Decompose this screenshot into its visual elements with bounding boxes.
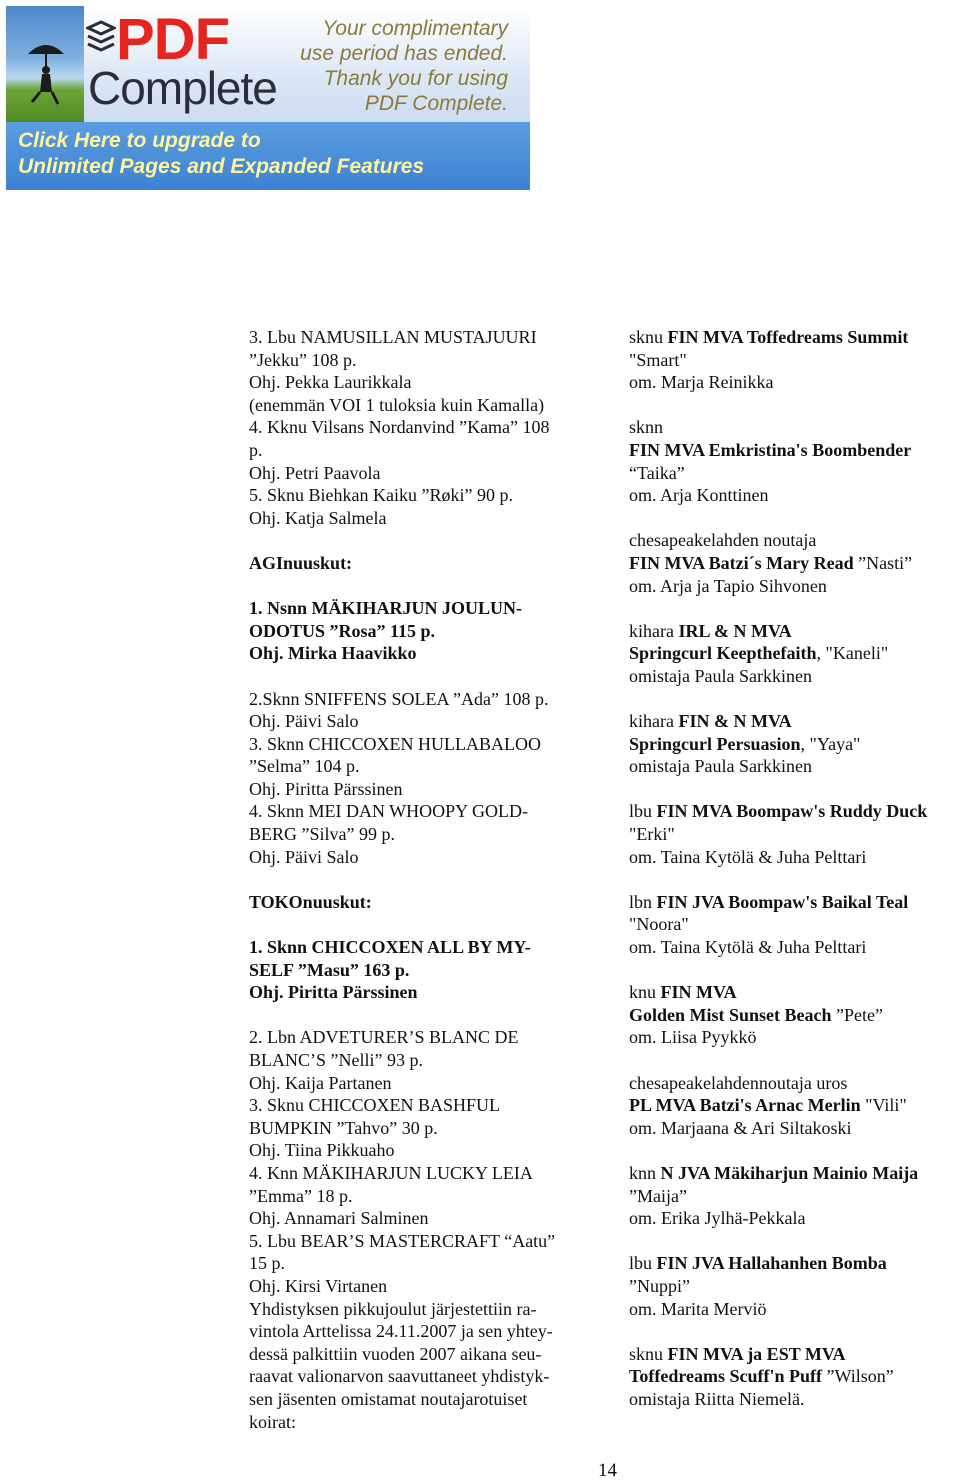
text-line: 15 p. <box>249 1253 285 1274</box>
banner-message-line: PDF Complete. <box>364 92 508 115</box>
breed-prefix: kihara <box>629 620 679 641</box>
breed-prefix: chesapeakelahdennoutaja uros <box>629 1072 848 1093</box>
text-line: Ohj. Kaija Partanen <box>249 1072 392 1093</box>
section-heading-agility: AGInuuskut: <box>249 552 353 573</box>
dog-owner: omistaja Riitta Niemelä. <box>629 1388 805 1409</box>
dog-entry-name-line <box>629 1365 959 1388</box>
spacer <box>629 688 959 711</box>
text-line: 2. Lbn ADVETURER’S BLANC DE <box>249 1027 519 1048</box>
dog-entry-title <box>629 326 959 349</box>
dog-entry-title <box>629 891 959 914</box>
text-line: Ohj. Annamari Salminen <box>249 1208 429 1229</box>
spacer <box>249 665 589 688</box>
page-number: 14 <box>598 1460 617 1481</box>
dog-nickname: "Vili" <box>860 1095 907 1116</box>
dog-entry-title <box>629 552 959 575</box>
dog-name: FIN MVA Boompaw's Ruddy Duck <box>656 801 928 822</box>
logo-complete-text: Complete <box>88 62 277 114</box>
spacer <box>629 394 959 417</box>
text-line: 3. Lbu NAMUSILLAN MUSTAJUURI <box>249 327 537 347</box>
dog-owner: om. Arja Konttinen <box>629 485 769 506</box>
dog-nickname: "Erki" <box>629 824 675 845</box>
dog-entry-title <box>629 800 959 823</box>
dog-name: FIN JVA Boompaw's Baikal Teal <box>656 891 909 912</box>
dog-name: Springcurl Keepthefaith <box>629 643 817 664</box>
text-line: Ohj. Tiina Pikkuaho <box>249 1140 395 1161</box>
spacer <box>629 507 959 530</box>
pdf-complete-logo <box>86 7 286 116</box>
layers-icon <box>86 18 116 58</box>
text-line: BERG ”Silva” 99 p. <box>249 824 395 845</box>
banner-message-line: Thank you for using <box>323 67 508 90</box>
text-line: 4. Sknn MEI DAN WHOOPY GOLD- <box>249 801 528 822</box>
dog-nickname: ”Maija” <box>629 1185 687 1206</box>
dog-nickname: “Taika” <box>629 462 685 483</box>
breed-prefix: chesapeakelahden noutaja <box>629 530 817 551</box>
text-line: BLANC’S ”Nelli” 93 p. <box>249 1050 423 1070</box>
text-line: Ohj. Päivi Salo <box>249 846 359 867</box>
text-line: Ohj. Piritta Pärssinen <box>249 778 403 799</box>
upgrade-cta-text[interactable] <box>18 128 424 180</box>
upgrade-link[interactable] <box>6 122 530 190</box>
text-line: 4. Knn MÄKIHARJUN LUCKY LEIA <box>249 1162 533 1183</box>
text-line-bold: 1. Sknn CHICCOXEN ALL BY MY- <box>249 937 531 958</box>
dog-owner: omistaja Paula Sarkkinen <box>629 756 812 777</box>
spacer <box>629 597 959 620</box>
text-line: p. <box>249 439 263 460</box>
left-column <box>249 326 589 1433</box>
dog-nickname: ”Nasti” <box>853 552 913 573</box>
paragraph-line: Yhdistyksen pikkujoulut järjestettiin ra- <box>249 1298 537 1319</box>
breed-prefix: lbu <box>629 801 657 822</box>
dog-titles: FIN MVA ja EST MVA <box>667 1343 846 1364</box>
dog-owner: om. Erika Jylhä-Pekkala <box>629 1208 806 1229</box>
text-line: Ohj. Kirsi Virtanen <box>249 1275 388 1296</box>
dog-name: Golden Mist Sunset Beach <box>629 1004 832 1025</box>
text-line: Ohj. Petri Paavola <box>249 462 381 483</box>
dog-entry-title <box>629 1162 959 1185</box>
breed-prefix: sknu <box>629 1343 668 1364</box>
dog-entry-title <box>629 1343 959 1366</box>
dog-entry-name-line <box>629 1094 959 1117</box>
dog-name: Springcurl Persuasion <box>629 733 801 754</box>
dog-owner: om. Arja ja Tapio Sihvonen <box>629 575 827 596</box>
spacer <box>629 1320 959 1343</box>
umbrella-man-icon <box>6 6 84 122</box>
spacer <box>629 1230 959 1253</box>
text-line: 5. Lbu BEAR’S MASTERCRAFT “Aatu” <box>249 1230 556 1251</box>
dog-owner: om. Taina Kytölä & Juha Pelttari <box>629 937 867 958</box>
dog-nickname: ”Nuppi” <box>629 1275 690 1296</box>
spacer <box>629 778 959 801</box>
text-line: 2.Sknn SNIFFENS SOLEA ”Ada” 108 p. <box>249 688 549 709</box>
banner-top-panel <box>6 6 530 122</box>
dog-entry-name-line <box>629 733 959 756</box>
dog-name: N JVA Mäkiharjun Mainio Maija <box>660 1162 919 1183</box>
text-line-bold: Ohj. Piritta Pärssinen <box>249 982 418 1003</box>
text-line-bold: Ohj. Mirka Haavikko <box>249 643 417 664</box>
breed-prefix: knn <box>629 1162 661 1183</box>
dog-name: FIN MVA Emkristina's Boombender <box>629 439 912 460</box>
paragraph-line: koirat: <box>249 1411 296 1432</box>
spacer <box>249 1004 589 1027</box>
dog-nickname: ”Wilson” <box>822 1366 894 1387</box>
dog-titles: FIN & N MVA <box>678 711 792 732</box>
text-line-bold: SELF ”Masu” 163 p. <box>249 959 410 980</box>
upgrade-cta-line[interactable]: Click Here to upgrade to <box>18 129 261 152</box>
banner-photo <box>6 6 84 122</box>
upgrade-cta-line[interactable]: Unlimited Pages and Expanded Features <box>18 155 425 178</box>
dog-owner: omistaja Paula Sarkkinen <box>629 665 812 686</box>
text-line: 4. Kknu Vilsans Nordanvind ”Kama” 108 <box>249 417 550 438</box>
dog-name: Toffedreams Scuff'n Puff <box>629 1366 822 1387</box>
dog-nickname: , "Yaya" <box>800 733 861 754</box>
paragraph-line: sen jäsenten omistamat noutajarotuiset <box>249 1388 528 1409</box>
text-line: Ohj. Päivi Salo <box>249 711 359 732</box>
dog-entry-title <box>629 981 959 1004</box>
text-line: (enemmän VOI 1 tuloksia kuin Kamalla) <box>249 394 545 415</box>
dog-entry-name-line <box>629 1004 959 1027</box>
spacer <box>629 1049 959 1072</box>
spacer <box>249 913 589 936</box>
breed-prefix: kihara <box>629 711 679 732</box>
dog-owner: om. Marja Reinikka <box>629 372 774 393</box>
text-line-bold: ODOTUS ”Rosa” 115 p. <box>249 620 436 641</box>
text-line: Ohj. Pekka Laurikkala <box>249 372 412 393</box>
text-line-bold: 1. Nsnn MÄKIHARJUN JOULUN- <box>249 598 523 619</box>
text-line: ”Emma” 18 p. <box>249 1185 353 1206</box>
banner-message-line: Your complimentary <box>322 17 508 40</box>
logo-pdf-text: PDF <box>116 7 229 72</box>
breed-prefix: sknn <box>629 417 664 438</box>
paragraph-line: vintola Arttelissa 24.11.2007 ja sen yhtey- <box>249 1321 553 1342</box>
text-line: 3. Sknn CHICCOXEN HULLABALOO <box>249 733 541 754</box>
dog-entry-title <box>629 1252 959 1275</box>
banner-message-line: use period has ended. <box>300 42 508 65</box>
pdf-complete-upgrade-banner[interactable] <box>6 6 530 190</box>
text-line: ”Jekku” 108 p. <box>249 349 357 370</box>
dog-titles: FIN MVA <box>660 982 737 1003</box>
dog-nickname: , "Kaneli" <box>816 643 889 664</box>
breed-prefix: sknu <box>629 327 668 347</box>
breed-prefix: knu <box>629 982 661 1003</box>
dog-name: PL MVA Batzi's Arnac Merlin <box>629 1095 861 1116</box>
dog-name: FIN JVA Hallahanhen Bomba <box>656 1253 887 1274</box>
spacer <box>629 1139 959 1162</box>
text-line: Ohj. Katja Salmela <box>249 507 387 528</box>
dog-owner: om. Marjaana & Ari Siltakoski <box>629 1117 852 1138</box>
dog-owner: om. Marita Merviö <box>629 1298 767 1319</box>
dog-nickname: "Smart" <box>629 349 687 370</box>
banner-message <box>268 16 508 116</box>
dog-name: FIN MVA Toffedreams Summit <box>667 327 909 347</box>
dog-titles: IRL & N MVA <box>678 620 792 641</box>
spacer <box>629 959 959 982</box>
breed-prefix: lbn <box>629 891 657 912</box>
dog-entry-title <box>629 710 959 733</box>
breed-prefix: lbu <box>629 1253 657 1274</box>
dog-entry-title <box>629 620 959 643</box>
section-heading-toko: TOKOnuuskut: <box>249 891 372 912</box>
paragraph-line: dessä palkittiin vuoden 2007 aikana seu- <box>249 1343 542 1364</box>
dog-nickname: "Noora" <box>629 914 689 935</box>
paragraph-line: raavat valionarvon saavuttaneet yhdistyk- <box>249 1366 550 1387</box>
text-line: 5. Sknu Biehkan Kaiku ”Røki” 90 p. <box>249 485 513 506</box>
dog-name: FIN MVA Batzi´s Mary Read <box>629 552 854 573</box>
text-line: BUMPKIN ”Tahvo” 30 p. <box>249 1117 438 1138</box>
spacer <box>629 868 959 891</box>
spacer <box>249 529 589 552</box>
text-line: 3. Sknu CHICCOXEN BASHFUL <box>249 1095 501 1116</box>
dog-nickname: ”Pete” <box>831 1004 883 1025</box>
spacer <box>249 575 589 598</box>
spacer <box>249 868 589 891</box>
dog-entry-name-line <box>629 642 959 665</box>
right-column <box>629 326 959 1411</box>
dog-owner: om. Taina Kytölä & Juha Pelttari <box>629 846 867 867</box>
text-line: ”Selma” 104 p. <box>249 756 360 777</box>
dog-owner: om. Liisa Pyykkö <box>629 1027 757 1048</box>
